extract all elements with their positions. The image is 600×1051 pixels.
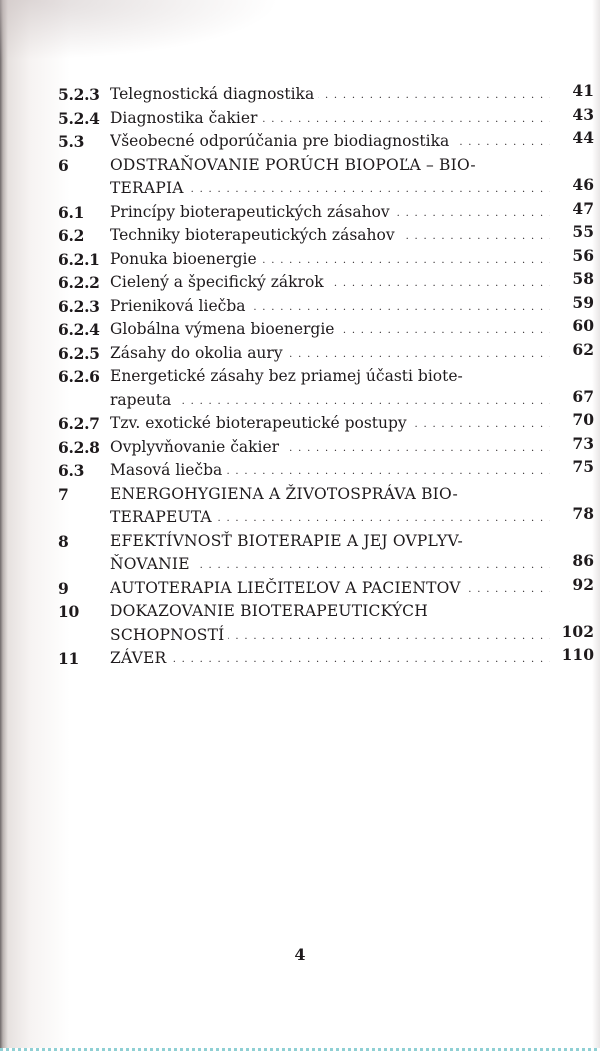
section-title (110, 295, 550, 319)
section-title (110, 553, 550, 577)
section-title (110, 177, 550, 201)
section-title-text: Všeobecné odporúčania pre biodiagnostika (110, 130, 453, 154)
section-number: 5.3 (58, 132, 85, 151)
section-page-number: 58 (572, 269, 594, 288)
page-number: 4 (294, 945, 306, 964)
section-title-text: Tzv. exotické bioterapeutické postupy (110, 412, 411, 436)
section-title (110, 412, 550, 436)
section-number: 6.2.4 (58, 320, 100, 339)
section-title-text: ŇOVANIE (110, 553, 194, 577)
toc-entry-line (58, 198, 594, 225)
toc-entry-line (58, 530, 594, 554)
toc-entry-line (58, 271, 594, 295)
section-number: 7 (58, 484, 69, 504)
section-title (110, 647, 550, 671)
toc-entry-line (58, 621, 594, 648)
toc-entry-line (58, 104, 594, 131)
section-title-text: DOKAZOVANIE BIOTERAPEUTICKÝCH (110, 600, 432, 624)
section-title (110, 506, 550, 530)
section-page-number: 47 (572, 198, 594, 218)
section-title (110, 107, 550, 131)
section-page-number: 73 (572, 433, 594, 453)
section-number: 6.2.6 (58, 367, 100, 386)
section-page-number: 62 (572, 339, 594, 359)
section-title-text: AUTOTERAPIA LIEČITEĽOV A PACIENTOV (110, 577, 465, 601)
section-title (110, 83, 550, 107)
section-title-text: Telegnostická diagnostika (110, 83, 318, 107)
section-title (110, 389, 550, 413)
section-page-number: 41 (572, 81, 594, 100)
section-number: 9 (58, 578, 69, 598)
section-number: 5.2.3 (58, 85, 100, 104)
section-number: 6.2.3 (58, 296, 100, 316)
section-title (110, 201, 550, 225)
section-page-number: 44 (572, 128, 594, 147)
section-number: 6.2.7 (58, 414, 100, 433)
section-title (110, 318, 550, 342)
section-title-text: Energetické zásahy bez priamej účasti biote- (110, 365, 467, 389)
section-title (110, 130, 550, 154)
toc-entry-line (58, 245, 594, 272)
toc-entry-line (58, 318, 594, 342)
toc-entry-line (58, 154, 594, 178)
section-title (110, 248, 550, 272)
section-title-text: ENERGOHYGIENA A ŽIVOTOSPRÁVA BIO- (110, 483, 462, 507)
section-page-number: 55 (572, 222, 594, 241)
section-page-number: 102 (561, 621, 594, 641)
section-title (110, 436, 550, 460)
section-title-text: Masová liečba (110, 459, 226, 483)
section-title-text: Globálna výmena bioenergie (110, 318, 338, 342)
section-title (110, 342, 550, 366)
section-title-text: Zásahy do okolia aury (110, 342, 287, 366)
section-number: 6 (58, 155, 69, 175)
section-page-number: 75 (572, 457, 594, 476)
table-of-contents (58, 83, 594, 671)
section-page-number: 56 (572, 245, 594, 265)
toc-entry-line (58, 506, 594, 530)
section-title (110, 600, 550, 624)
section-title-text: Princípy bioterapeutických zásahov (110, 201, 394, 225)
section-number: 10 (58, 602, 79, 621)
section-number: 6.2.5 (58, 343, 100, 363)
section-page-number: 43 (572, 104, 594, 124)
section-number: 6.2 (58, 226, 85, 245)
toc-entry-line (58, 553, 594, 577)
section-title-text: Techniky bioterapeutických zásahov (110, 224, 399, 248)
toc-entry-line (58, 483, 594, 507)
section-page-number: 70 (572, 410, 594, 429)
section-page-number: 59 (572, 292, 594, 312)
toc-entry-line (58, 83, 594, 107)
section-page-number: 78 (572, 504, 594, 523)
section-title-text: Ovplyvňovanie čakier (110, 436, 283, 460)
section-title (110, 154, 550, 178)
section-page-number: 86 (572, 551, 594, 570)
toc-entry-line (58, 459, 594, 483)
section-number: 6.3 (58, 461, 85, 480)
section-number: 8 (58, 531, 69, 551)
toc-entry-line (58, 130, 594, 154)
section-title-text: TERAPEUTA (110, 506, 216, 530)
section-number: 6.2.2 (58, 273, 100, 292)
section-title-text: SCHOPNOSTÍ (110, 624, 228, 648)
section-title (110, 224, 550, 248)
section-title (110, 459, 550, 483)
section-title (110, 530, 550, 554)
toc-entry-line (58, 177, 594, 201)
section-number: 6.2.8 (58, 437, 100, 457)
section-title (110, 483, 550, 507)
section-title-text: Ponuka bioenergie (110, 248, 261, 272)
toc-entry-line (58, 339, 594, 366)
section-title-text: EFEKTÍVNOSŤ BIOTERAPIE A JEJ OVPLYV- (110, 530, 467, 554)
toc-entry-line (58, 365, 594, 389)
section-title-text: Prieniková liečba (110, 295, 250, 319)
section-title (110, 577, 550, 601)
section-title-text: Diagnostika čakier (110, 107, 261, 131)
toc-entry-line (58, 412, 594, 436)
section-title-text: Cielený a špecifický zákrok (110, 271, 328, 295)
scan-shadow (0, 0, 280, 60)
section-number: 6.1 (58, 202, 85, 222)
section-title-text: rapeuta (110, 389, 175, 413)
toc-entry-line (58, 600, 594, 624)
toc-entry-line (58, 386, 594, 413)
section-title-text: ZÁVER (110, 647, 170, 671)
section-number: 5.2.4 (58, 108, 100, 128)
section-page-number: 92 (572, 574, 594, 594)
section-number: 6.2.1 (58, 249, 100, 269)
toc-entry-line (58, 574, 594, 601)
section-page-number: 110 (561, 645, 594, 664)
section-number: 11 (58, 649, 79, 668)
section-title (110, 271, 550, 295)
section-title (110, 624, 550, 648)
toc-entry-line (58, 224, 594, 248)
section-page-number: 46 (572, 175, 594, 194)
section-page-number: 67 (572, 386, 594, 406)
section-title-text: ODSTRAŇOVANIE PORÚCH BIOPOĽA – BIO- (110, 154, 480, 178)
toc-entry-line (58, 433, 594, 460)
section-title (110, 365, 550, 389)
toc-entry-line (58, 647, 594, 671)
toc-entry-line (58, 292, 594, 319)
section-title-text: TERAPIA (110, 177, 188, 201)
section-page-number: 60 (572, 316, 594, 335)
